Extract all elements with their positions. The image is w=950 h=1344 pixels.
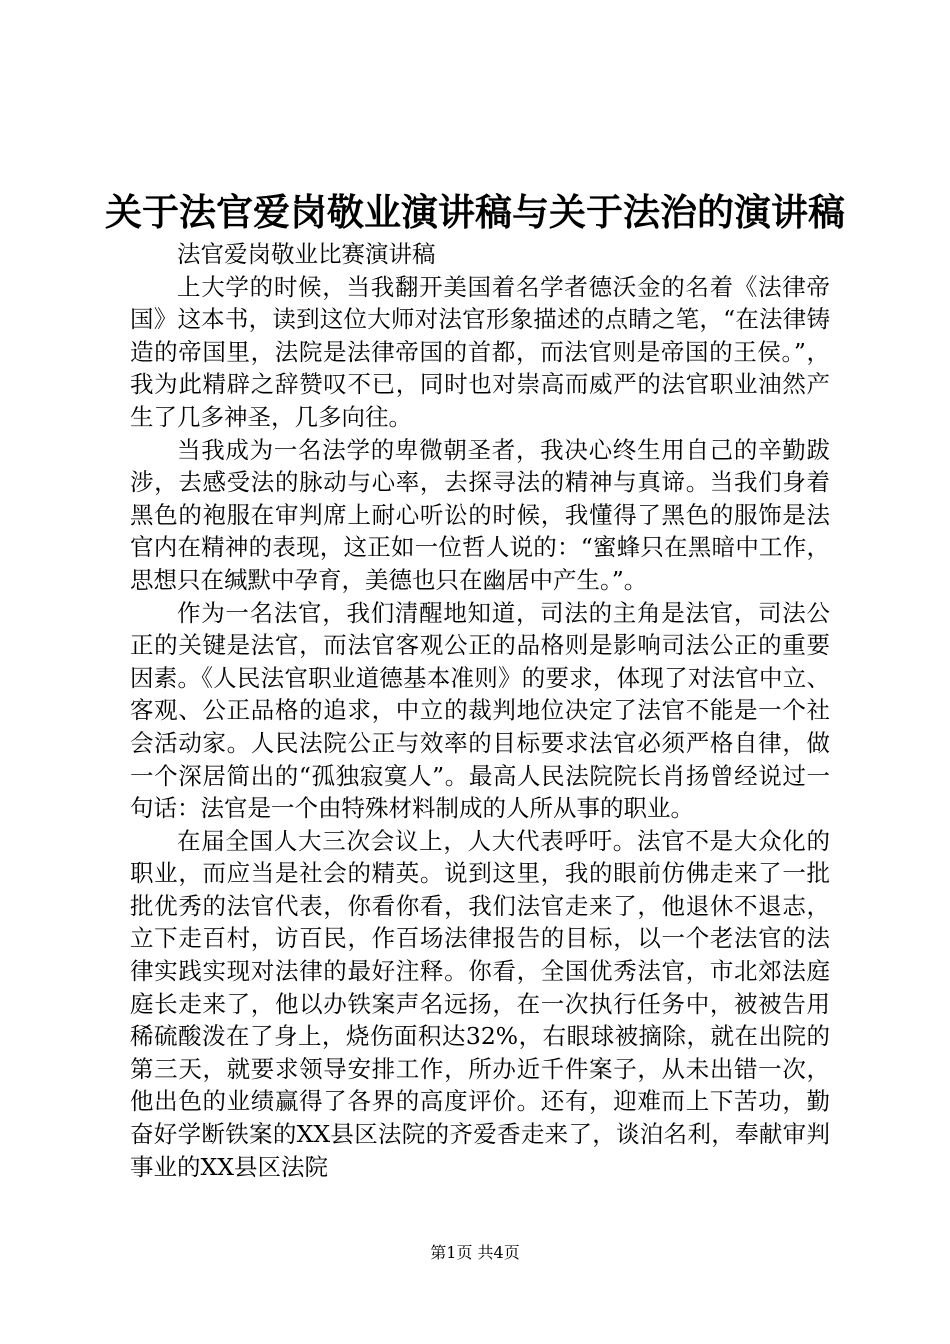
body-paragraph-2: 当我成为一名法学的卑微朝圣者，我决心终生用自己的辛勤跋涉，去感受法的脉动与心率，去探寻法的精神与真谛。当我们身着黑色的袍服在审判席上耐心听讼的时候，我懂得了黑色的服饰是法官内在精神的表现，这正如一位哲人说的：“蜜蜂只在黑暗中工作，思想只在缄默中孕育，美德也只在幽居中产生。”。 (130, 435, 830, 594)
body-paragraph-1: 上大学的时候，当我翻开美国着名学者德沃金的名着《法律帝国》这本书，读到这位大师对法官形象描述的点睛之笔，“在法律铸造的帝国里，法院是法律帝国的首都，而法官则是帝国的王侯。”，我为此精辟之辞赞叹不已，同时也对崇高而威严的法官职业油然产生了几多神圣，几多向往。 (130, 272, 830, 431)
document-body (130, 238, 830, 1183)
document-title: 关于法官爱岗敬业演讲稿与关于法治的演讲稿 (105, 190, 845, 234)
body-paragraph-3: 作为一名法官，我们清醒地知道，司法的主角是法官，司法公正的关键是法官，而法官客观公正的品格则是影响司法公正的重要因素。《人民法官职业道德基本准则》的要求，体现了对法官中立、客观、公正品格的追求，中立的裁判地位决定了法官不能是一个社会活动家。人民法院公正与效率的目标要求法官必须严格自律，做一个深居简出的“孤独寂寞人”。最高人民法院院长肖扬曾经说过一句话：法官是一个由特殊材料制成的人所从事的职业。 (130, 598, 830, 823)
page-number-footer: 第1页 共4页 (430, 1243, 520, 1262)
speech-subtitle: 法官爱岗敬业比赛演讲稿 (177, 240, 436, 268)
body-paragraph-4: 在届全国人大三次会议上，人大代表呼吁。法官不是大众化的职业，而应当是社会的精英。说到这里，我的眼前仿佛走来了一批批优秀的法官代表，你看你看，我们法官走来了，他退休不退志，立下走百村，访百民，作百场法律报告的目标，以一个老法官的法律实践实现对法律的最好注释。你看，全国优秀法官，市北郊法庭庭长走来了，他以办铁案声名远扬，在一次执行任务中，被被告用稀硫酸泼在了身上，烧伤面积达32%，右眼球被摘除，就在出院的第三天，就要求领导安排工作，所办近千件案子，从未出错一次，他出色的业绩赢得了各界的高度评价。还有，迎难而上下苦功，勤奋好学断铁案的XX县区法院的齐爱香走来了，谈泊名利，奉献审判事业的XX县区法院 (130, 826, 830, 1181)
